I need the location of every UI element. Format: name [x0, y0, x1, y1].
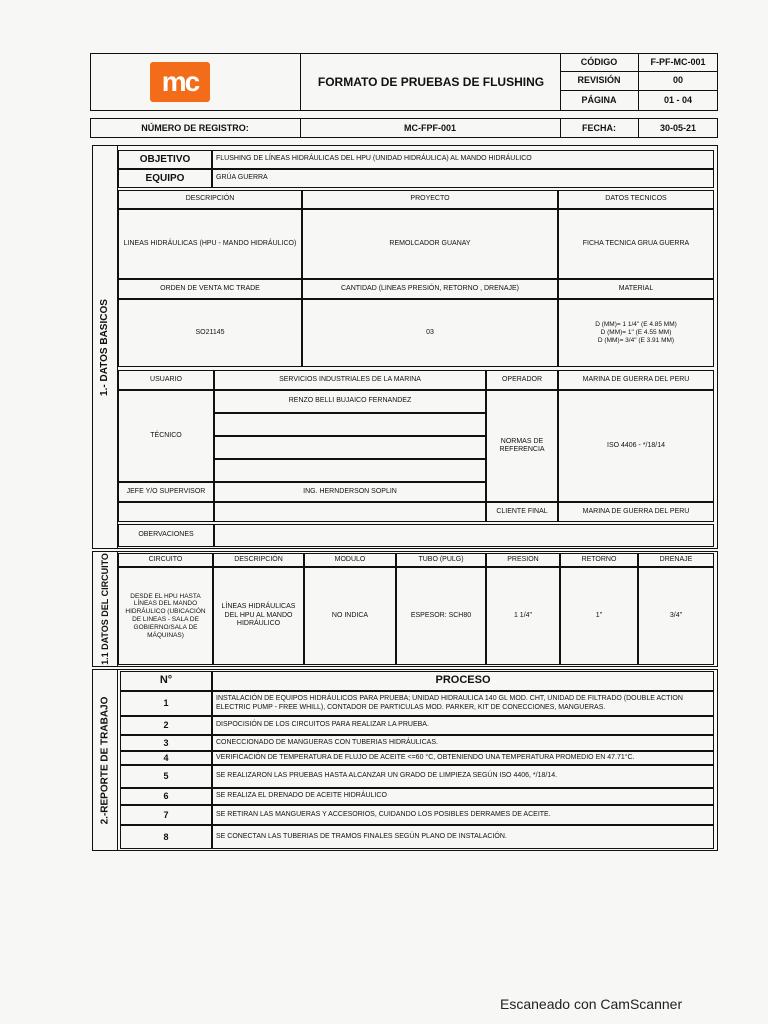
tecnico-row-4: [214, 459, 486, 482]
proceso-row-3-n: 3: [120, 735, 212, 751]
tecnico-label: TÉCNICO: [118, 390, 214, 482]
operador-value: MARINA DE GUERRA DEL PERU: [558, 370, 714, 390]
operador-label: OPERADOR: [486, 370, 558, 390]
datos-tecnicos-label: DATOS TECNICOS: [558, 190, 714, 209]
equipo-value: GRÚA GUERRA: [212, 169, 714, 188]
reporte-side: [92, 669, 118, 851]
material-line-3: D (MM)= 3/4" (E 3.91 MM): [597, 336, 675, 344]
material-label: MATERIAL: [558, 279, 714, 299]
tubo-value: ESPESOR: SCH80: [396, 567, 486, 665]
observaciones-value: [214, 524, 714, 547]
proceso-row-7-n: 7: [120, 805, 212, 825]
retorno-value: 1": [560, 567, 638, 665]
blank-row-mid: [214, 502, 486, 522]
proceso-row-1-n: 1: [120, 691, 212, 716]
observaciones-label: OBERVACIONES: [118, 524, 214, 547]
form-title: FORMATO DE PRUEBAS DE FLUSHING: [317, 74, 545, 89]
drenaje-header: DRENAJE: [638, 553, 714, 567]
reporte-label: 2.-REPORTE DE TRABAJO: [99, 696, 111, 824]
proceso-row-2-text: DISPOCISIÓN DE LOS CIRCUITOS PARA REALIZAR LA PRUEBA.: [212, 716, 714, 735]
revision-label: REVISIÓN: [577, 75, 621, 86]
blank-row-left: [118, 502, 214, 522]
jefe-label: JEFE Y/O SUPERVISOR: [118, 482, 214, 502]
modulo-header: MODULO: [304, 553, 396, 567]
presion-header: PRESION: [486, 553, 560, 567]
cliente-label: CLIENTE FINAL: [486, 502, 558, 522]
modulo-value: NO INDICA: [304, 567, 396, 665]
datos-basicos-side: [92, 145, 118, 549]
circuito-header: CIRCUITO: [118, 553, 213, 567]
proyecto-value: REMOLCADOR GUANAY: [302, 209, 558, 279]
presion-value: 1 1/4": [486, 567, 560, 665]
proceso-row-8-n: 8: [120, 825, 212, 849]
tecnico-row-3: [214, 436, 486, 459]
usuario-label: USUARIO: [118, 370, 214, 390]
company-logo: [150, 62, 210, 102]
circ-descripcion-header: DESCRIPCIÓN: [213, 553, 304, 567]
proceso-row-3-text: CONECCIONADO DE MANGUERAS CON TUBERIAS HIDRÁULICAS.: [212, 735, 714, 751]
circuito-value: DESDE EL HPU HASTA LÍNEAS DEL MANDO HIDRÁULICO (UBICACIÓN DE LINEAS - SALA DE GOBIERNO/SALA DE MÁQUINAS): [118, 567, 213, 665]
orden-label: ORDEN DE VENTA MC TRADE: [118, 279, 302, 299]
datos-circuito-label: 1.1 DATOS DEL CIRCUITO: [99, 553, 110, 665]
cantidad-label: CANTIDAD (LINEAS PRESIÓN, RETORNO , DRENAJE): [302, 279, 558, 299]
cliente-value: MARINA DE GUERRA DEL PERU: [558, 502, 714, 522]
datos-basicos-label: 1.- DATOS BASICOS: [99, 298, 110, 396]
retorno-header: RETORNO: [560, 553, 638, 567]
drenaje-value: 3/4": [638, 567, 714, 665]
tecnico-row-2: [214, 413, 486, 436]
proceso-row-4-n: 4: [120, 751, 212, 765]
equipo-label: EQUIPO: [118, 169, 212, 188]
descripcion-value: LINEAS HIDRÁULICAS (HPU - MANDO HIDRÁULICO): [118, 209, 302, 279]
proceso-row-7-text: SE RETIRAN LAS MANGUERAS Y ACCESORIOS, CUIDANDO LOS POSIBLES DERRAMES DE ACEITE.: [212, 805, 714, 825]
circ-descripcion-value: LÍNEAS HIDRÁULICAS DEL HPU AL MANDO HIDRÁULICO: [213, 567, 304, 665]
material-line-1: D (MM)= 1 1/4" (E 4.85 MM): [595, 321, 677, 329]
datos-tecnicos-value: FICHA TECNICA GRUA GUERRA: [558, 209, 714, 279]
codigo-value: F-PF-MC-001: [650, 56, 706, 67]
registro-value: MC-FPF-001: [403, 122, 456, 133]
proceso-row-6-n: 6: [120, 788, 212, 805]
fecha-value: 30-05-21: [659, 122, 697, 133]
tubo-header: TUBO (PULG): [396, 553, 486, 567]
objetivo-label: OBJETIVO: [118, 150, 212, 169]
normas-label: NORMAS DE REFERENCIA: [486, 390, 558, 502]
proyecto-label: PROYECTO: [302, 190, 558, 209]
proceso-header: PROCESO: [212, 671, 714, 691]
tecnico-value: RENZO BELLI BUJAICO FERNANDEZ: [214, 390, 486, 413]
descripcion-label: DESCRIPCIÓN: [118, 190, 302, 209]
pagina-value: 01 - 04: [663, 95, 693, 106]
scanner-footer: Escaneado con CamScanner: [500, 996, 683, 1012]
normas-value: ISO 4406 - */18/14: [558, 390, 714, 502]
proceso-row-2-n: 2: [120, 716, 212, 735]
orden-value: SO21145: [118, 299, 302, 367]
cantidad-value: 03: [302, 299, 558, 367]
proceso-row-4-text: VERIFICACIÓN DE TEMPERATURA DE FLUJO DE ACEITE <=60 °C, OBTENIENDO UNA TEMPERATURA PROMEDIO EN 47.71°C.: [212, 751, 714, 765]
codigo-label: CÓDIGO: [580, 56, 618, 67]
proceso-row-5-text: SE REALIZARON LAS PRUEBAS HASTA ALCANZAR UN GRADO DE LIMPIEZA SEGÚN ISO 4406, */18/14.: [212, 765, 714, 788]
proceso-row-8-text: SE CONECTAN LAS TUBERIAS DE TRAMOS FINALES SEGÚN PLANO DE INSTALACIÓN.: [212, 825, 714, 849]
objetivo-value: FLUSHING DE LÍNEAS HIDRÁULICAS DEL HPU (UNIDAD HIDRÁULICA) AL MANDO HIDRÁULICO: [212, 150, 714, 169]
fecha-label: FECHA:: [582, 122, 616, 133]
proceso-row-6-text: SE REALIZA EL DRENADO DE ACEITE HIDRÁULICO: [212, 788, 714, 805]
logo-text: mc: [161, 66, 199, 97]
pagina-label: PÁGINA: [581, 95, 617, 106]
usuario-value: SERVICIOS INDUSTRIALES DE LA MARINA: [214, 370, 486, 390]
jefe-value: ING. HERNDERSON SOPLIN: [214, 482, 486, 502]
n-header: N°: [120, 671, 212, 691]
proceso-row-1-text: INSTALACIÓN DE EQUIPOS HIDRÁULICOS PARA PRUEBA; UNIDAD HIDRAULICA 140 GL MOD. CHT, UNIDAD DE FILTRADO (DOUBLE ACTION ELECTRIC PUMP - FREE WHILL), CONTADOR DE PARTICULAS MOD. PARKER, KIT DE CONECCIONES, MANGUERAS.: [212, 691, 714, 716]
material-line-2: D (MM)= 1" (E 4.55 MM): [600, 329, 672, 337]
proceso-row-5-n: 5: [120, 765, 212, 788]
registro-label: NÚMERO DE REGISTRO:: [141, 122, 249, 133]
material-value: [558, 299, 714, 367]
revision-value: 00: [672, 75, 683, 86]
datos-circuito-side: [92, 551, 118, 667]
